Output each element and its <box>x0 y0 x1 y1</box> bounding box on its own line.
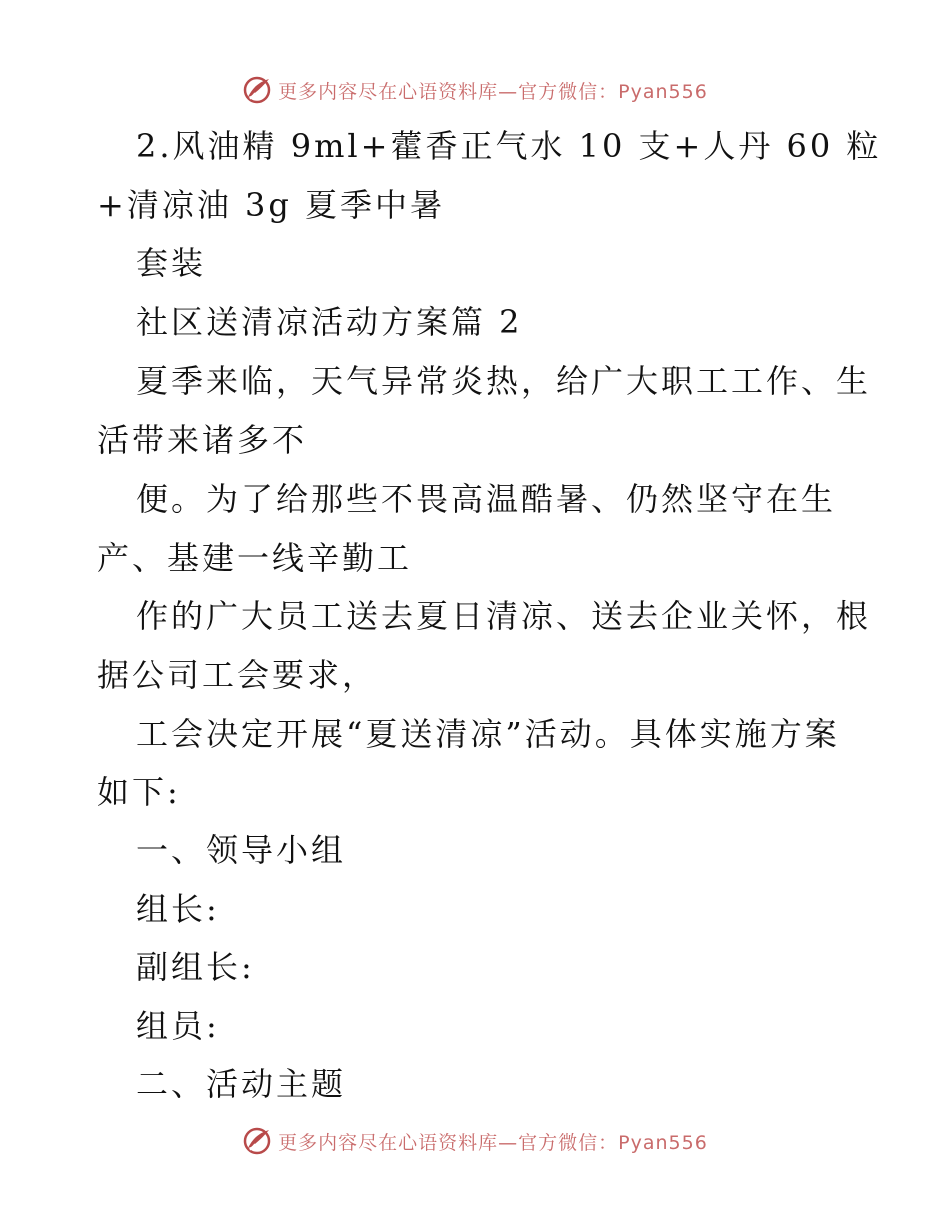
text-line: 产、基建一线辛勤工 <box>97 539 413 577</box>
text-line: 工会决定开展“夏送清凉”活动。具体实施方案 <box>136 715 840 753</box>
text-line: 组员: <box>136 1007 220 1045</box>
banner-text: 更多内容尽在心语资料库—官方微信：Pyan556 <box>278 1131 708 1154</box>
text-line: 夏季来临，天气异常炎热，给广大职工工作、生 <box>136 362 872 400</box>
text-line: 作的广大员工送去夏日清凉、送去企业关怀，根 <box>136 597 872 635</box>
text-line: +清凉油 3g 夏季中暑 <box>97 186 446 224</box>
banner-text: 更多内容尽在心语资料库—官方微信：Pyan556 <box>278 80 708 103</box>
text-line: 便。为了给那些不畏高温酷暑、仍然坚守在生 <box>136 480 837 518</box>
text-line: 2.风油精 9ml+藿香正气水 10 支+人丹 60 粒 <box>136 127 882 165</box>
text-line: 据公司工会要求， <box>97 656 378 694</box>
quill-logo-icon <box>242 1126 272 1156</box>
section-title: 社区送清凉活动方案篇 2 <box>136 303 523 341</box>
footer-banner <box>0 1121 950 1161</box>
section-heading: 一、领导小组 <box>136 831 347 869</box>
text-line: 活带来诸多不 <box>97 421 308 459</box>
text-line: 副组长: <box>136 948 255 986</box>
text-line: 套装 <box>136 244 207 282</box>
text-line: 组长: <box>136 890 220 928</box>
text-line: 如下: <box>97 773 181 811</box>
section-heading: 二、活动主题 <box>136 1065 347 1103</box>
